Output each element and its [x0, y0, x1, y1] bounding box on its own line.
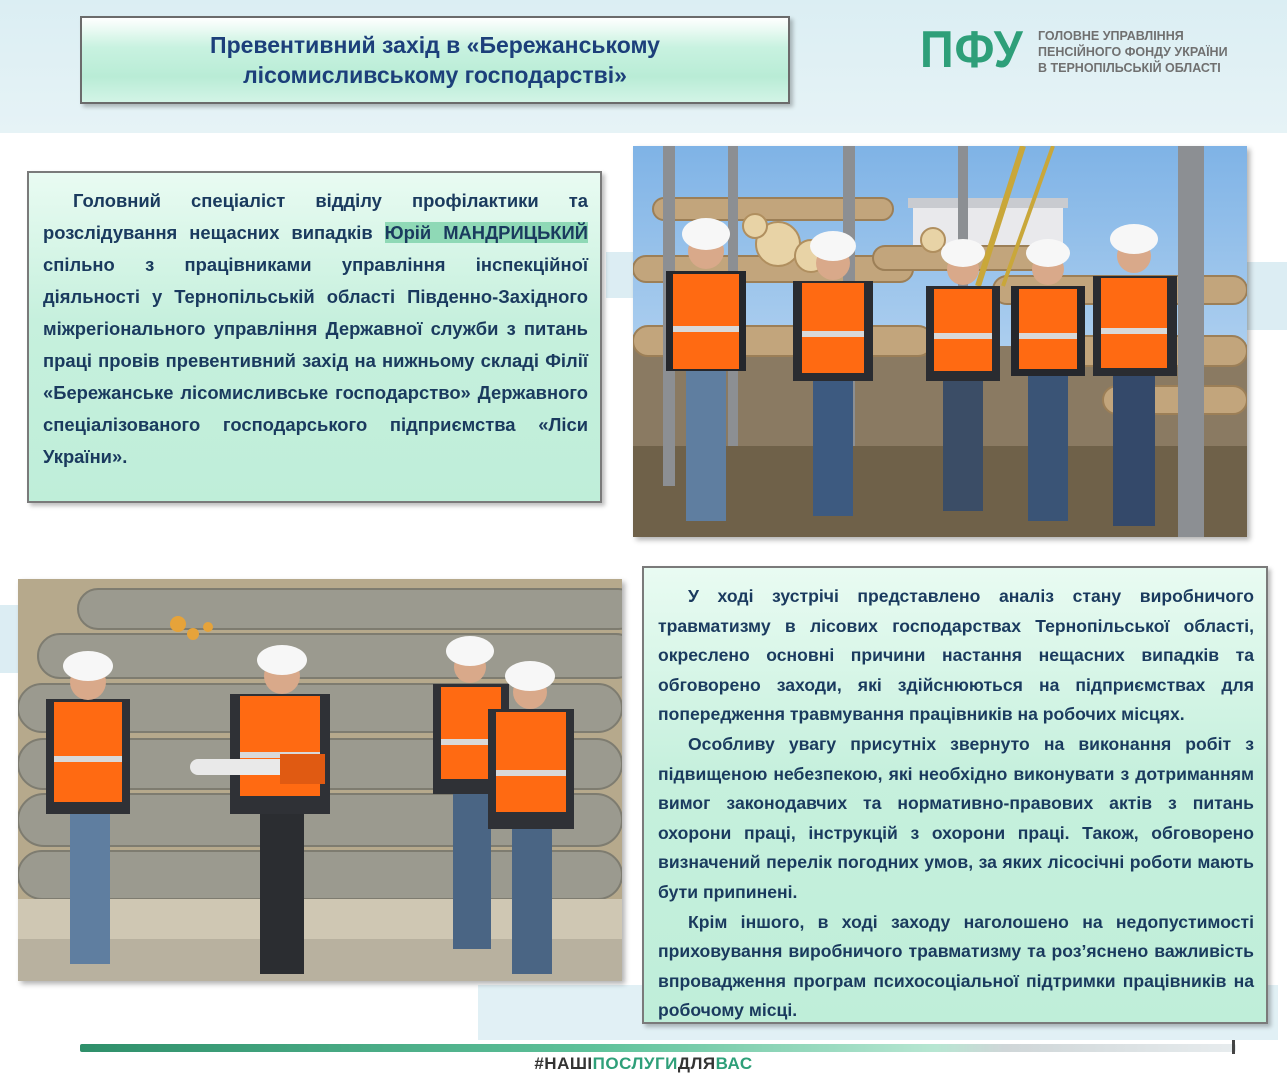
title-line-2: лісомисливському господарстві» — [243, 62, 627, 88]
highlighted-name: Юрій МАНДРИЦЬКИЙ — [384, 222, 588, 243]
title-line-1: Превентивний захід в «Бережанському — [210, 32, 660, 58]
text-block-intro — [27, 171, 602, 503]
hashtag-part: ПОСЛУГИ — [592, 1054, 678, 1073]
hashtag-symbol: # — [534, 1054, 545, 1073]
details-paragraph-2: Особливу увагу присутніх звернуто на виконання робіт з підвищеною небезпекою, які необхідно виконувати з дотриманням вимог законодавчих та нормативно-правових актів з питань охорони праці, інструкцій з охорони праці. Також, обговорено визначений перелік погодних умов, за яких лісосічні роботи мають бути припинені. — [658, 733, 1254, 902]
logo-caption-line: ГОЛОВНЕ УПРАВЛІННЯ — [1038, 29, 1184, 43]
logo-caption-line: В ТЕРНОПІЛЬСЬКІЙ ОБЛАСТІ — [1038, 61, 1221, 75]
pfu-logo: ПФУ — [920, 21, 1024, 79]
hashtag-part: ДЛЯ — [677, 1054, 716, 1073]
intro-text: Головний спеціаліст відділу профілактики та розслідування нещасних випадків — [43, 190, 588, 243]
intro-rest-text: спільно з працівниками управління інспекційної діяльності у Тернопільській області Південно-Західного міжрегіонального управління Державної служби з питань праці провів превентивний захід на нижньому складі Філії «Бережанське лісомисливське господарство» Державного спеціалізованого господарського підприємства «Ліси України». — [43, 254, 588, 467]
decor-block — [606, 252, 636, 298]
footer-hashtag — [0, 1054, 1287, 1074]
details-paragraph-3: Крім іншого, в ході заходу наголошено на недопустимості приховування виробничого травматизму та роз’яснено важливість впровадження програм психосоціальної підтримки працівників на робочому місці. — [658, 911, 1254, 1021]
footer-divider — [80, 1044, 1236, 1052]
hashtag-part: ВАС — [715, 1054, 753, 1073]
logo-caption — [1038, 28, 1278, 76]
page-title — [80, 16, 790, 104]
decor-block — [1246, 262, 1287, 330]
hashtag-part: НАШІ — [544, 1054, 593, 1073]
details-paragraph-1: У ході зустрічі представлено аналіз стану виробничого травматизму в лісових господарствах Тернопільської області, окреслено основні причини настання нещасних випадків та обговорено заходи, які здійснюються на підприємствах для попередження травмування працівників на робочих місцях. — [658, 586, 1254, 725]
photo-inspectors-with-chainsaw — [18, 579, 622, 981]
photo-illustration — [633, 146, 1247, 537]
text-block-details — [642, 566, 1268, 1024]
logo-caption-line: ПЕНСІЙНОГО ФОНДУ УКРАЇНИ — [1038, 45, 1228, 59]
photo-workers-at-timber-yard — [633, 146, 1247, 537]
decor-block — [0, 605, 20, 673]
footer-divider-end — [1232, 1040, 1235, 1054]
photo-illustration — [18, 579, 622, 981]
intro-paragraph — [43, 185, 588, 473]
